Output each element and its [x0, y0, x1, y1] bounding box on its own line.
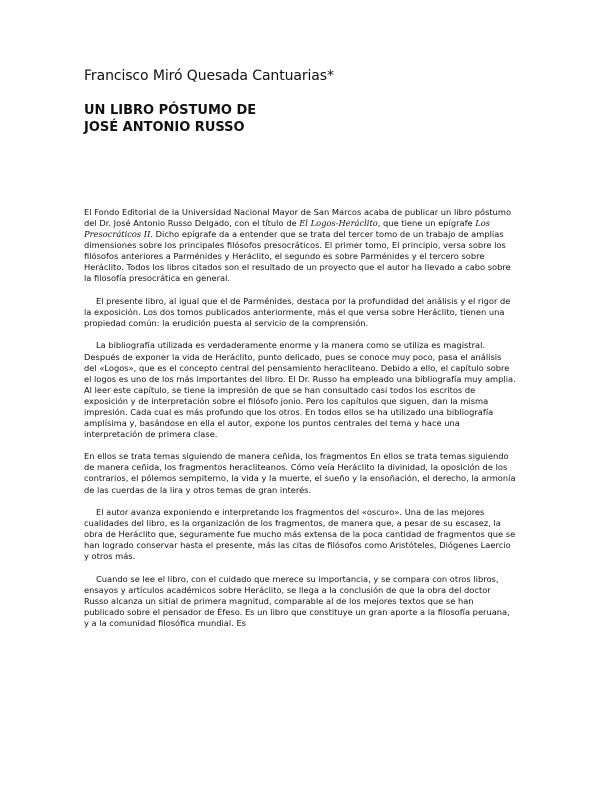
author-name: Francisco Miró Quesada Cantuarias* [84, 68, 334, 84]
book-epigraph: Los Presocráticos II [84, 218, 491, 240]
article-body [84, 207, 516, 641]
paragraph-6: Cuando se lee el libro, con el cuidado que merece su importancia, y se compara con otros libros, ensayos y artículos académicos sobre Heráclito, se llega a la conclusión de que la obra del doctor Russo alcanza un sitial de primera magnitud, comparable al de los mejores textos que se han publicado sobre el pensador de Éfeso. Es un libro que constituye un gran aporte a la filosofía peruana, y a la comunidad filosófica mundial. Es [84, 573, 510, 628]
book-title: El Logos-Heráclito [299, 218, 378, 229]
p1-text-e: . Dicho epígrafe da a entender que se trata del tercer tomo de un trabajo de amplias dimensiones sobre los principales filósofos presocráticos. El primer tomo, El principio, versa sobre los filósofos anteriores a Parménides y Heráclito, el segundo es sobre Parménides y el tercero sobre Heráclito. Todos los libros citados son el resultado de un proyecto que el autor ha llevado a cabo sobre la filosofía presocrática en general. [84, 229, 511, 284]
title-line-1: UN LIBRO PÓSTUMO DE [84, 103, 257, 118]
paragraph-2: El presente libro, al igual que el de Parménides, destaca por la profundidad del análisis y el rigor de la exposición. Los dos tomos publicados anteriormente, más el que versa sobre Heráclito, tienen una propiedad común: la erudición puesta al servicio de la comprensión. [84, 295, 511, 328]
p1-text-a: El Fondo Editorial de la Universidad Nacional Mayor de San Marcos acaba de publicar un libro póstumo del Dr. José Antonio Russo Delgado, con el título de [84, 207, 512, 229]
paragraph-5: El autor avanza exponiendo e interpretando los fragmentos del «oscuro». Una de las mejores cualidades del libro, es la organización de los fragmentos, de manera que, a pesar de su escasez, la obra de Heráclito que, seguramente fue mucho más extensa de la poca cantidad de fragmentos que se han logrado conservar hasta el presente, más las citas de filósofos como Aristóteles, Diógenes Laercio y otros más. [84, 507, 516, 562]
paragraph-4: En ellos se trata temas siguiendo de manera ceñida, los fragmentos En ellos se trata temas siguiendo de manera ceñida, los fragmentos heracliteanos. Cómo veía Heráclito la divinidad, la oposición de los contrarios, el pólemos sempiterno, la vida y la muerte, el sueño y la ensoñación, el derecho, la armonía de las cuerdas de la lira y otros temas de gran interés. [84, 451, 516, 495]
title-line-2: JOSÉ ANTONIO RUSSO [84, 120, 245, 135]
paragraph-3: La bibliografía utilizada es verdaderamente enorme y la manera como se utiliza es magistral. Después de exponer la vida de Heráclito, punto delicado, pues se conoce muy poco, pasa el análisis del «Logos», que es el concepto central del pensamiento heracliteano. Debido a ello, el capítulo sobre el logos es uno de los más importantes del libro. El Dr. Russo ha empleado una bibliografía muy amplia. Al leer este capítulo, se tiene la impresión de que se han consultado casi todos los escritos de exposición y de interpretación sobre el filósofo jonio. Pero los capítulos que siguen, dan la misma impresión. Cada cual es más profundo que los otros. En todos ellos se ha utilizado una bibliografía amplísima y, basándose en ella el autor, expone los puntos centrales del tema y hace una interpretación de primera clase. [84, 340, 516, 439]
p1-text-c: , que tiene un epígrafe [377, 218, 476, 229]
paragraph-1 [84, 207, 516, 284]
article-title [84, 102, 256, 136]
